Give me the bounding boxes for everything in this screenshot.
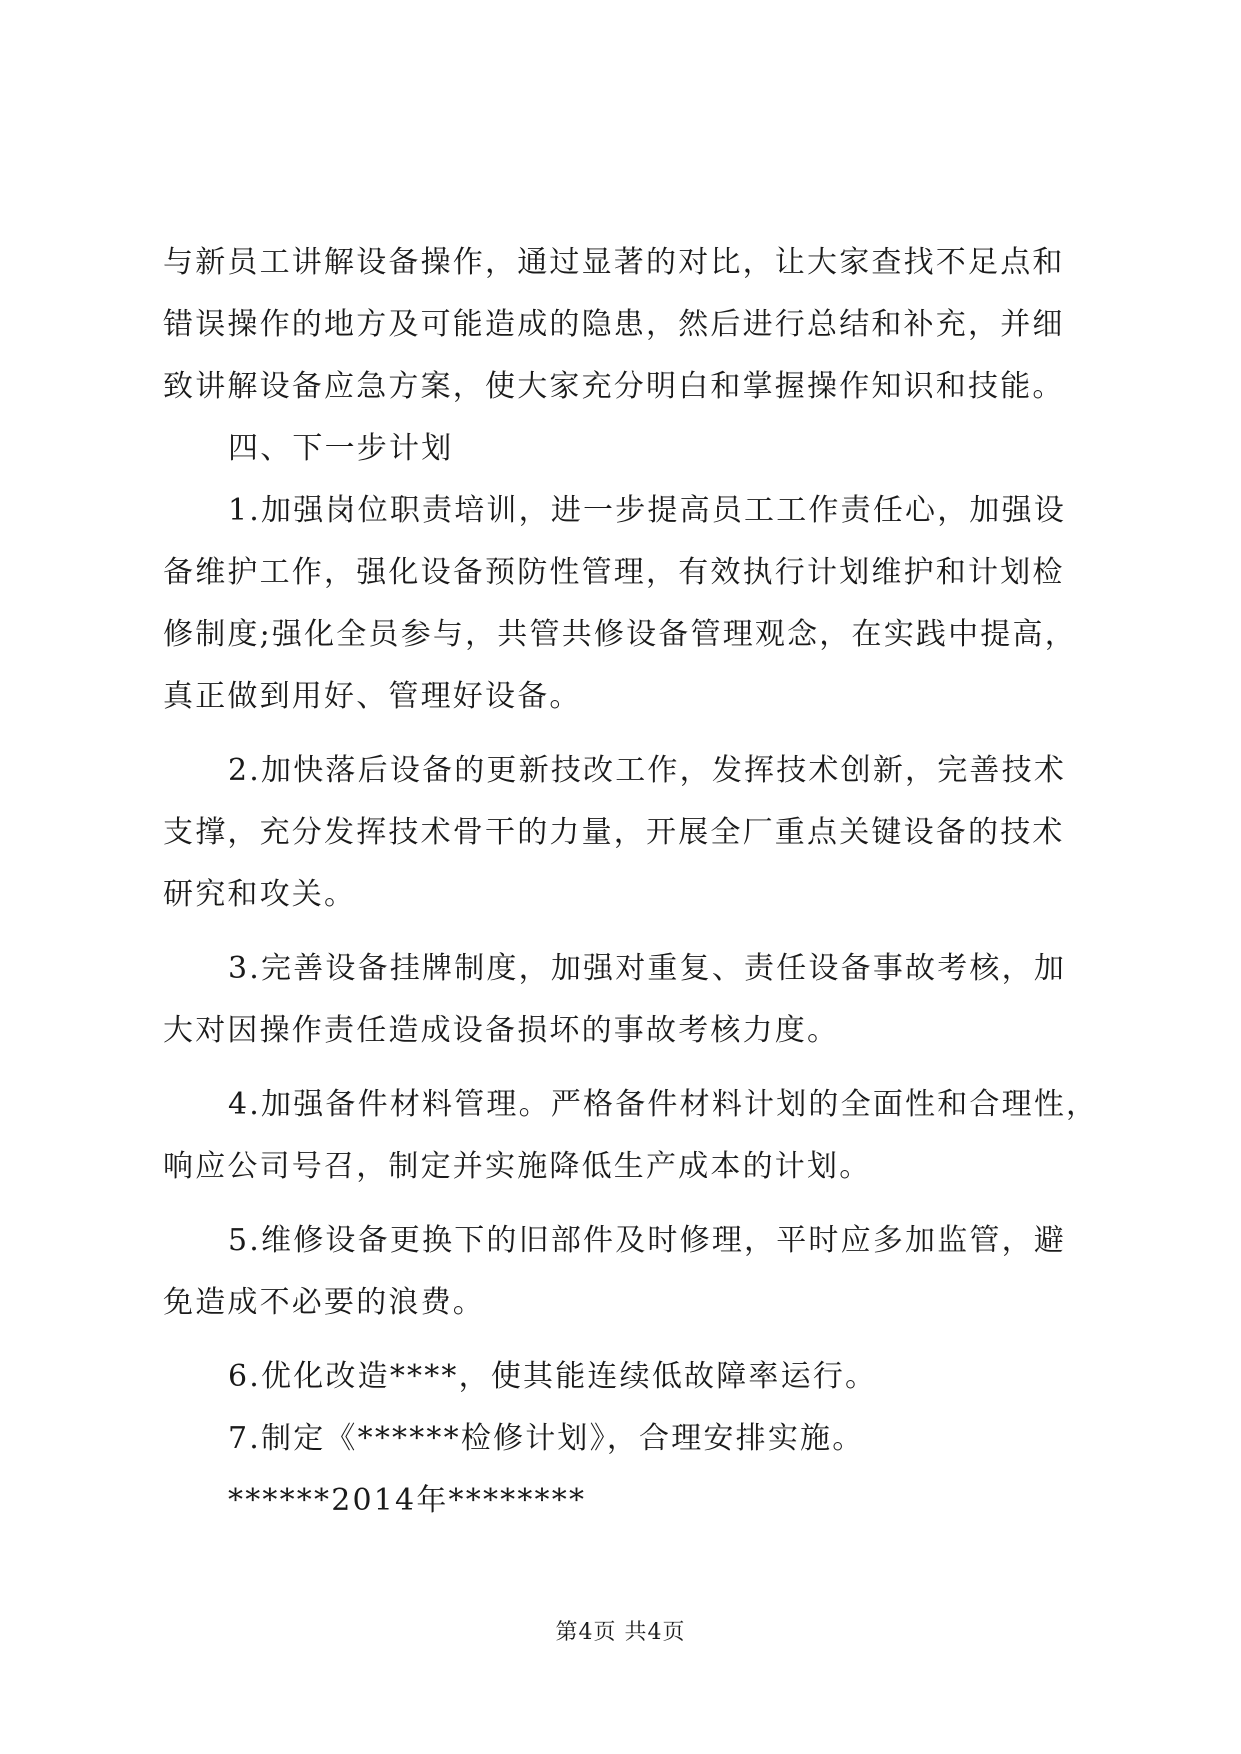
list-item-2-line: 研究和攻关。 (163, 877, 357, 912)
list-item-6: 6.优化改造****，使其能连续低故障率运行。 (228, 1359, 878, 1394)
list-item-3-line: 大对因操作责任造成设备损坏的事故考核力度。 (163, 1013, 840, 1048)
document-body (163, 232, 1099, 1532)
section-heading: 四、下一步计划 (228, 431, 454, 466)
text-line: 致讲解设备应急方案，使大家充分明白和掌握操作知识和技能。 (163, 369, 1065, 404)
list-item-1-line: 真正做到用好、管理好设备。 (163, 679, 582, 714)
list-item-7: 7.制定《******检修计划》，合理安排实施。 (228, 1421, 865, 1456)
list-item-2-line: 2.加快落后设备的更新技改工作，发挥技术创新，完善技术 (228, 753, 1067, 788)
text-line: 与新员工讲解设备操作，通过显著的对比，让大家查找不足点和 (163, 245, 1065, 280)
list-item-1-line: 1.加强岗位职责培训，进一步提高员工工作责任心，加强设 (228, 493, 1067, 528)
list-item-5-line: 5.维修设备更换下的旧部件及时修理，平时应多加监管，避 (228, 1223, 1067, 1258)
list-item-4-line: 响应公司号召，制定并实施降低生产成本的计划。 (163, 1149, 872, 1184)
list-item-1-line: 修制度;强化全员参与，共管共修设备管理观念，在实践中提高， (163, 617, 1077, 652)
signature-line: ******2014年******** (228, 1483, 587, 1518)
list-item-4-line: 4.加强备件材料管理。严格备件材料计划的全面性和合理性， (228, 1087, 1099, 1122)
list-item-2-line: 支撑，充分发挥技术骨干的力量，开展全厂重点关键设备的技术 (163, 815, 1065, 850)
list-item-1-line: 备维护工作，强化设备预防性管理，有效执行计划维护和计划检 (163, 555, 1065, 590)
list-item-3-line: 3.完善设备挂牌制度，加强对重复、责任设备事故考核，加 (228, 951, 1067, 986)
text-line: 错误操作的地方及可能造成的隐患，然后进行总结和补充，并细 (163, 307, 1065, 342)
list-item-5-line: 免造成不必要的浪费。 (163, 1285, 485, 1320)
page-number-footer: 第4页 共4页 (555, 1620, 686, 1645)
